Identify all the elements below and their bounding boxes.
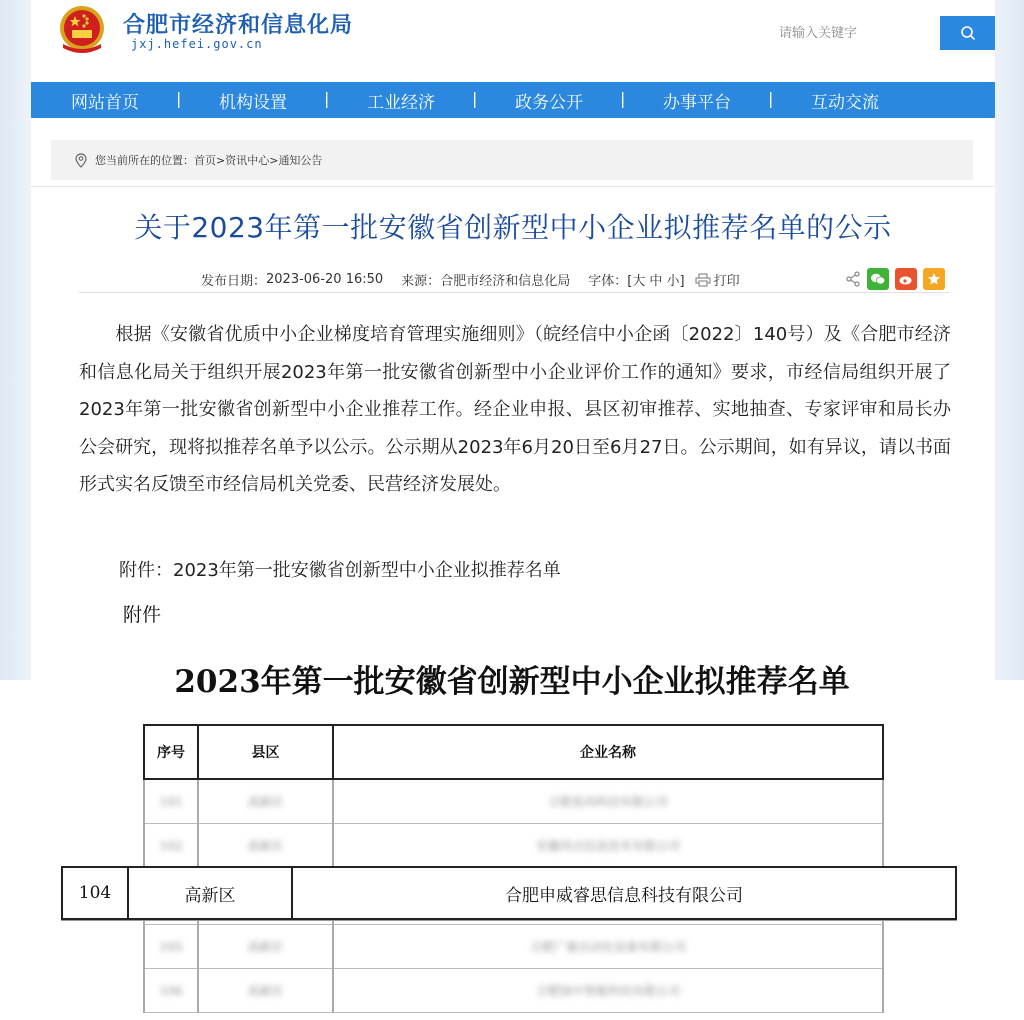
table-cell: 105 <box>144 925 198 969</box>
print-label: 打印 <box>713 274 740 289</box>
print-button[interactable] <box>695 270 740 289</box>
table-row <box>144 824 883 868</box>
font-size-label: 字体： <box>588 274 628 289</box>
nav-item-interaction[interactable]: 互动交流 <box>811 92 879 113</box>
nav-item-home[interactable]: 网站首页 <box>71 92 139 113</box>
article-title: 关于2023年第一批安徽省创新型中小企业拟推荐名单的公示 <box>134 211 892 244</box>
wechat-icon[interactable] <box>867 268 889 290</box>
search-icon <box>960 25 976 41</box>
printer-icon <box>695 273 711 287</box>
highlight-company: 合肥申威睿思信息科技有限公司 <box>505 885 743 906</box>
table-cell: 安徽尚点信息技术有限公司 <box>333 824 883 868</box>
article-source: 合肥市经济和信息化局 <box>440 274 571 289</box>
table-row <box>144 779 883 824</box>
web-page <box>31 0 995 680</box>
article-meta <box>201 270 740 289</box>
search-input[interactable] <box>769 16 939 50</box>
attachment-link[interactable]: 附件：2023年第一批安徽省创新型中小企业拟推荐名单 <box>119 560 561 581</box>
divider <box>79 292 949 293</box>
font-size-options[interactable]: [大 中 小] <box>627 274 685 289</box>
table-cell: 高新区 <box>198 969 333 1013</box>
breadcrumb-separator: > <box>269 153 279 167</box>
highlighted-table-row <box>61 866 957 920</box>
share-bar <box>845 268 945 290</box>
nav-item-service-platform[interactable]: 办事平台 <box>663 92 731 113</box>
breadcrumb-link-news-center[interactable]: 资讯中心 <box>225 154 270 167</box>
table-cell: 合肥扬中智能科技有限公司 <box>333 969 883 1013</box>
table-row <box>144 969 883 1013</box>
breadcrumb-separator: > <box>216 153 226 167</box>
article-body: 根据《安徽省优质中小企业梯度培育管理实施细则》（皖经信中小企函〔2022〕140号）及《合肥市经济和信息化局关于组织开展2023年第一批安徽省创新型中小企业评价工作的通知》要求，市经信局组织开展了2023年第一批安徽省创新型中小企业推荐工作。经企业申报、县区初审推荐、实地抽查、专家评审和局长办公会研究，现将拟推荐名单予以公示。公示期从2023年6月20日至6月27日。公示期间，如有异议，请以书面形式实名反馈至市经信局机关党委、民营经济发展处。 <box>79 324 951 496</box>
weibo-icon[interactable] <box>895 268 917 290</box>
table-cell: 102 <box>144 824 198 868</box>
nav-item-government-affairs[interactable]: 政务公开 <box>515 92 583 113</box>
column-header-district: 县区 <box>198 725 333 779</box>
nav-item-organization[interactable]: 机构设置 <box>219 92 287 113</box>
table-cell: 106 <box>144 969 198 1013</box>
table-cell: 合肥星尚科技有限公司 <box>333 779 883 824</box>
nav-item-industrial-economy[interactable]: 工业经济 <box>367 92 435 113</box>
attachment-label: 附件 <box>123 604 162 626</box>
column-header-index: 序号 <box>144 725 198 779</box>
highlight-index: 104 <box>63 868 129 918</box>
table-cell: 101 <box>144 779 198 824</box>
table-cell: 高新区 <box>198 779 333 824</box>
table-row <box>144 925 883 969</box>
breadcrumb-link-notices[interactable]: 通知公告 <box>278 154 323 167</box>
column-header-company: 企业名称 <box>333 725 883 779</box>
breadcrumb <box>51 140 973 180</box>
table-cell: 合肥广驰自动化设备有限公司 <box>333 925 883 969</box>
main-nav: 网站首页 | 机构设置 | 工业经济 | 政务公开 | 办事平台 | 互动交流 <box>31 82 995 118</box>
breadcrumb-prefix: 您当前所在的位置： <box>95 154 194 167</box>
table-header-row <box>144 725 883 779</box>
date-label: 发布日期： <box>201 274 267 289</box>
table-cell: 高新区 <box>198 824 333 868</box>
search-button[interactable] <box>940 16 995 50</box>
site-name[interactable]: 合肥市经济和信息化局 <box>123 13 354 38</box>
breadcrumb-link-home[interactable]: 首页 <box>194 154 216 167</box>
highlight-district: 高新区 <box>129 868 293 918</box>
source-label: 来源： <box>401 274 441 289</box>
table-cell: 高新区 <box>198 925 333 969</box>
star-icon[interactable] <box>923 268 945 290</box>
publish-date: 2023-06-20 16:50 <box>266 272 384 287</box>
site-domain: jxj.hefei.gov.cn <box>131 37 263 51</box>
national-emblem-logo <box>55 4 109 56</box>
share-icon[interactable] <box>845 271 861 287</box>
document-title: 2023年第一批安徽省创新型中小企业拟推荐名单 <box>174 664 850 700</box>
location-pin-icon <box>75 153 87 168</box>
divider <box>31 186 995 187</box>
